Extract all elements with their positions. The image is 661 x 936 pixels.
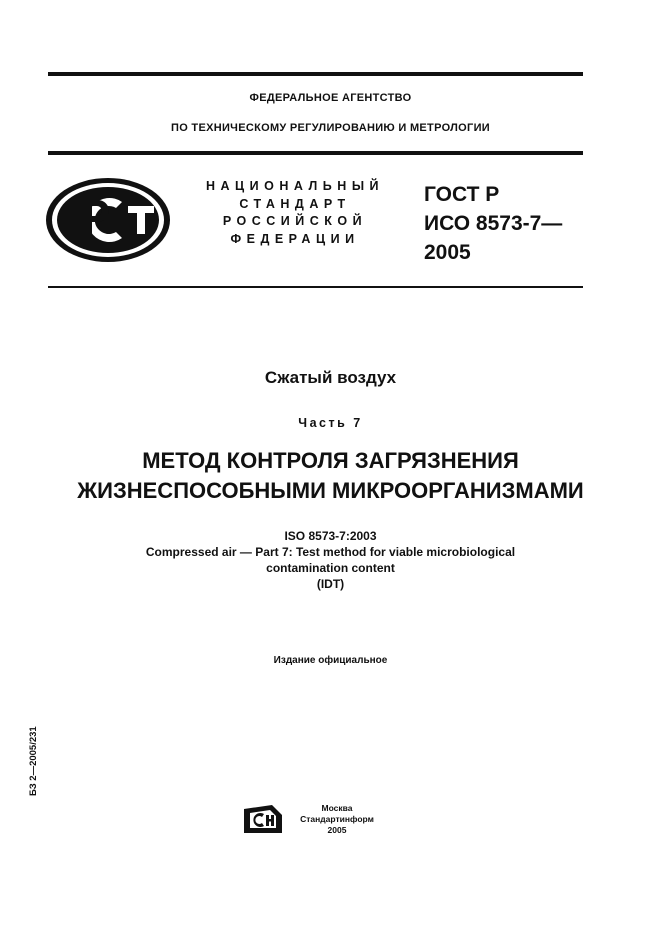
publisher-line: Стандартинформ — [300, 814, 374, 824]
standartinform-logo-icon — [242, 803, 284, 835]
iso-reference — [0, 528, 661, 592]
document-subject: Сжатый воздух — [264, 368, 397, 387]
standard-code — [424, 180, 562, 267]
standard-bottom-rule — [48, 286, 583, 288]
publisher-block — [292, 803, 382, 836]
national-line: СТАНДАРТ — [239, 196, 351, 211]
standard-code-line: ГОСТ Р — [424, 183, 500, 206]
rst-certification-mark-icon — [44, 176, 174, 264]
header-bottom-rule — [48, 151, 583, 155]
side-code: БЗ 2—2005/231 — [28, 726, 39, 796]
national-line: ФЕДЕРАЦИИ — [230, 231, 360, 246]
iso-reference-line: ISO 8573-7:2003 — [284, 529, 377, 543]
main-title-line: МЕТОД КОНТРОЛЯ ЗАГРЯЗНЕНИЯ — [142, 448, 519, 473]
standard-code-line: 2005 — [424, 241, 471, 264]
main-title-line: ЖИЗНЕСПОСОБНЫМИ МИКРООРГАНИЗМАМИ — [77, 478, 584, 503]
national-line: НАЦИОНАЛЬНЫЙ — [205, 179, 385, 193]
iso-reference-line: Compressed air — Part 7: Test method for viable microbiological — [145, 545, 516, 559]
document-main-title — [0, 446, 661, 506]
standard-code-line: ИСО 8573-7— — [424, 212, 563, 235]
publisher-line: 2005 — [327, 825, 347, 835]
iso-reference-line: (IDT) — [316, 577, 345, 591]
agency-line-1: ФЕДЕРАЛЬНОЕ АГЕНТСТВО — [249, 92, 412, 104]
edition-label: Издание официальное — [273, 655, 388, 666]
iso-reference-line: contamination content — [266, 561, 395, 575]
agency-line-2: ПО ТЕХНИЧЕСКОМУ РЕГУЛИРОВАНИЮ И МЕТРОЛОГИИ — [171, 122, 490, 134]
top-rule — [48, 72, 583, 76]
document-part: Часть 7 — [298, 416, 363, 430]
national-line: РОССИЙСКОЙ — [222, 214, 368, 228]
publisher-line: Москва — [321, 803, 353, 813]
national-standard-label — [195, 178, 395, 248]
